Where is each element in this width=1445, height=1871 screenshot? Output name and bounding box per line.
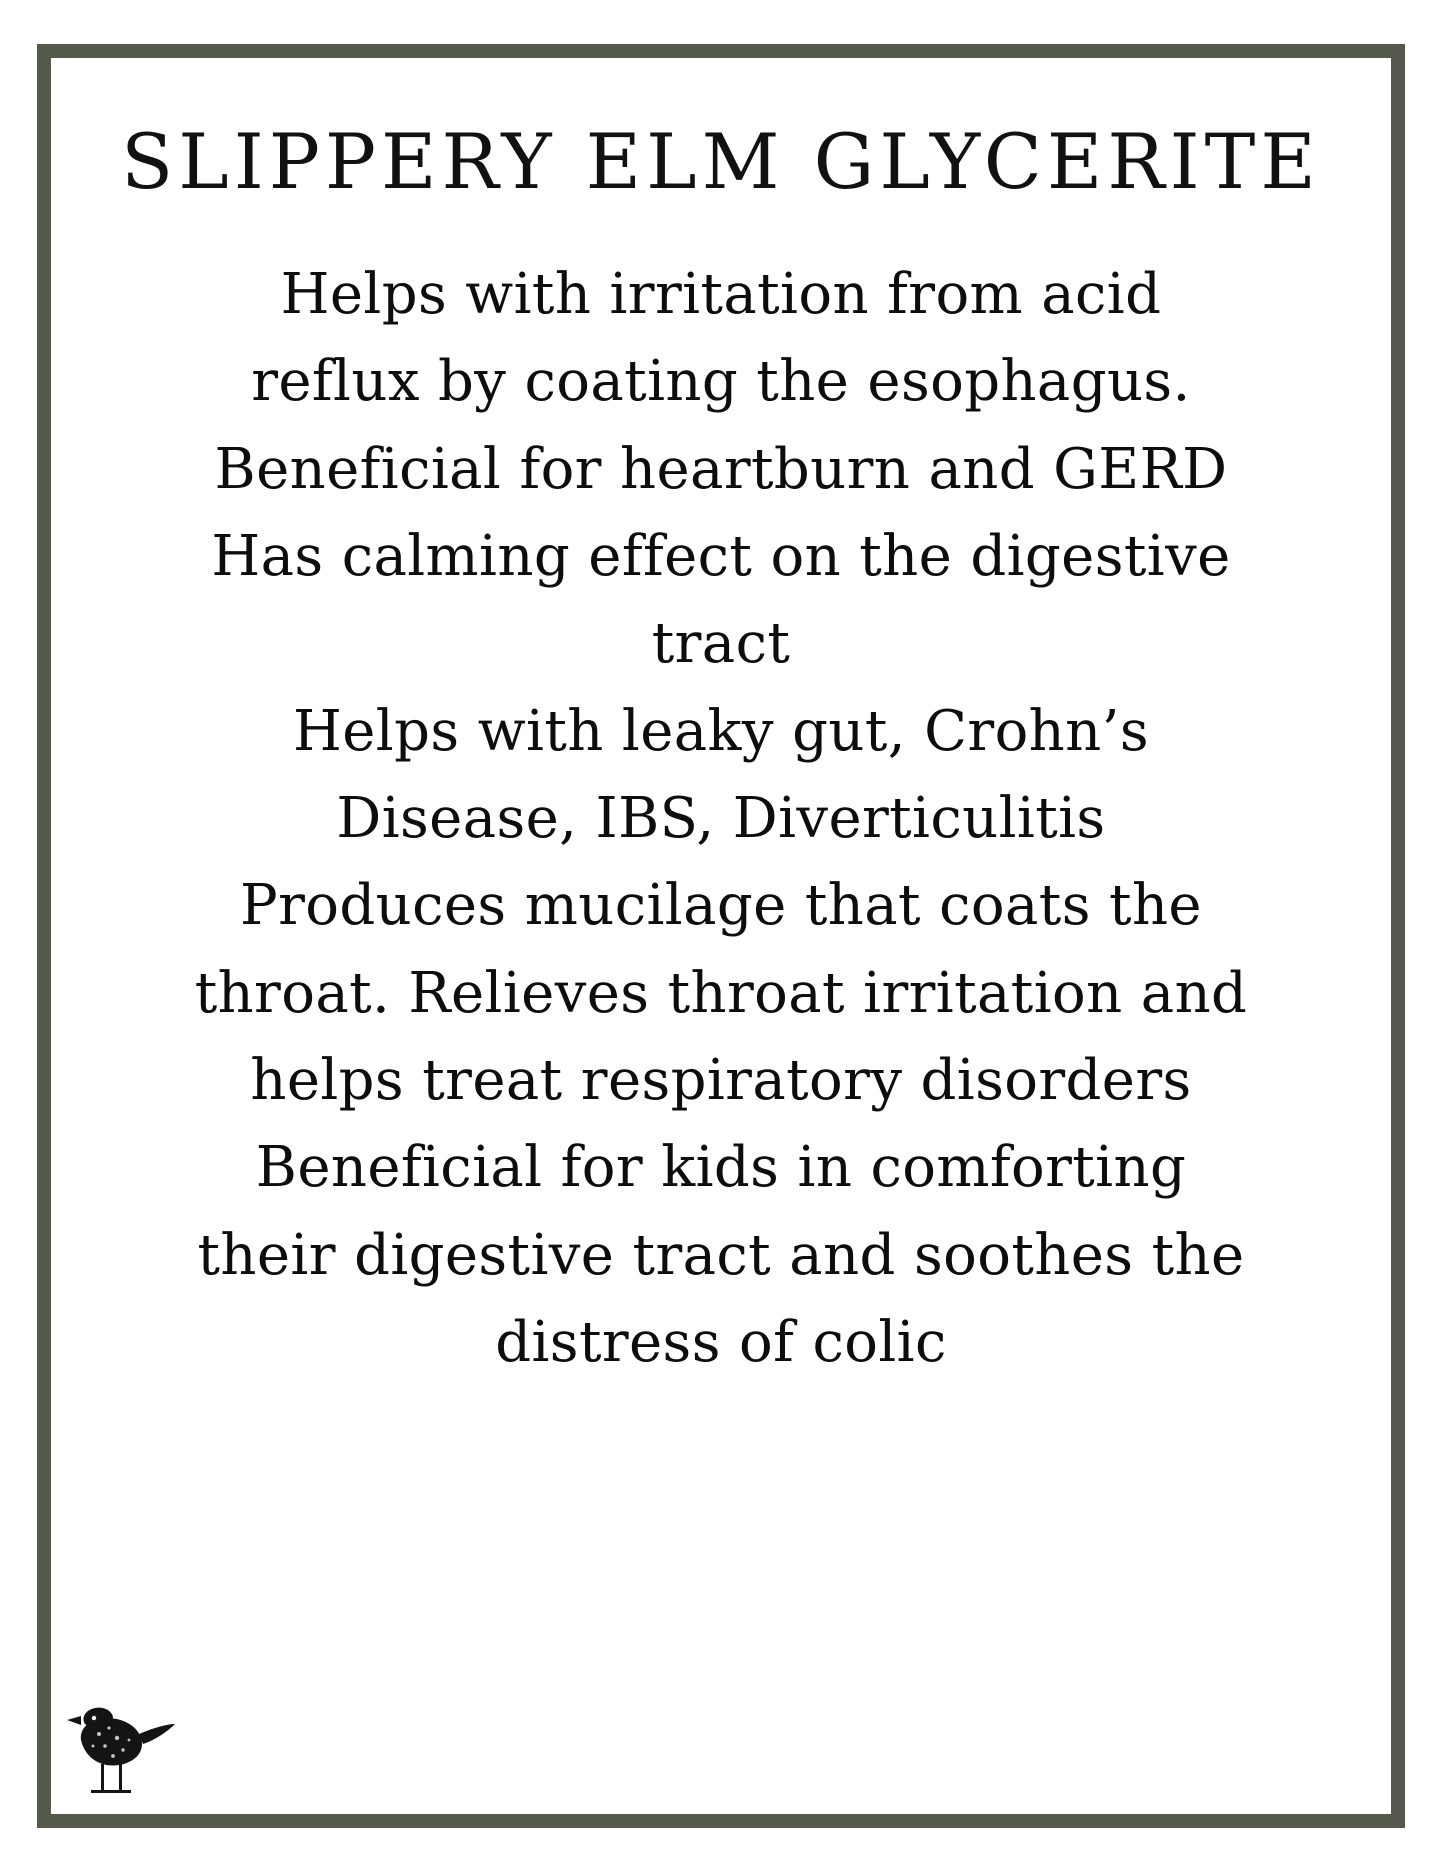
benefit-line: distress of colic xyxy=(495,1310,947,1376)
benefit-line: throat. Relieves throat irritation and xyxy=(194,960,1248,1026)
benefit-line: Helps with irritation from acid xyxy=(280,261,1162,327)
title-line-2: GLYCERITE xyxy=(813,117,1321,206)
benefit-line: helps treat respiratory disorders xyxy=(250,1048,1192,1114)
poster-content xyxy=(51,58,1391,1814)
benefit-line: tract xyxy=(651,611,791,677)
poster-frame xyxy=(37,44,1405,1828)
benefit-line: their digestive tract and soothes the xyxy=(197,1222,1245,1288)
benefit-line: reflux by coating the esophagus. xyxy=(251,349,1191,415)
page-title xyxy=(111,110,1331,215)
bird-icon xyxy=(61,1694,181,1804)
benefit-line: Produces mucilage that coats the xyxy=(240,873,1202,939)
title-line-1: SLIPPERY ELM xyxy=(121,117,785,206)
benefit-line: Beneficial for kids in comforting xyxy=(255,1135,1187,1201)
benefit-line: Disease, IBS, Diverticulitis xyxy=(336,786,1106,852)
benefit-line: Helps with leaky gut, Crohn’s xyxy=(293,698,1149,764)
benefit-line: Has calming effect on the digestive xyxy=(211,523,1231,589)
benefits-list xyxy=(111,251,1331,1387)
benefit-line: Beneficial for heartburn and GERD xyxy=(214,436,1228,502)
